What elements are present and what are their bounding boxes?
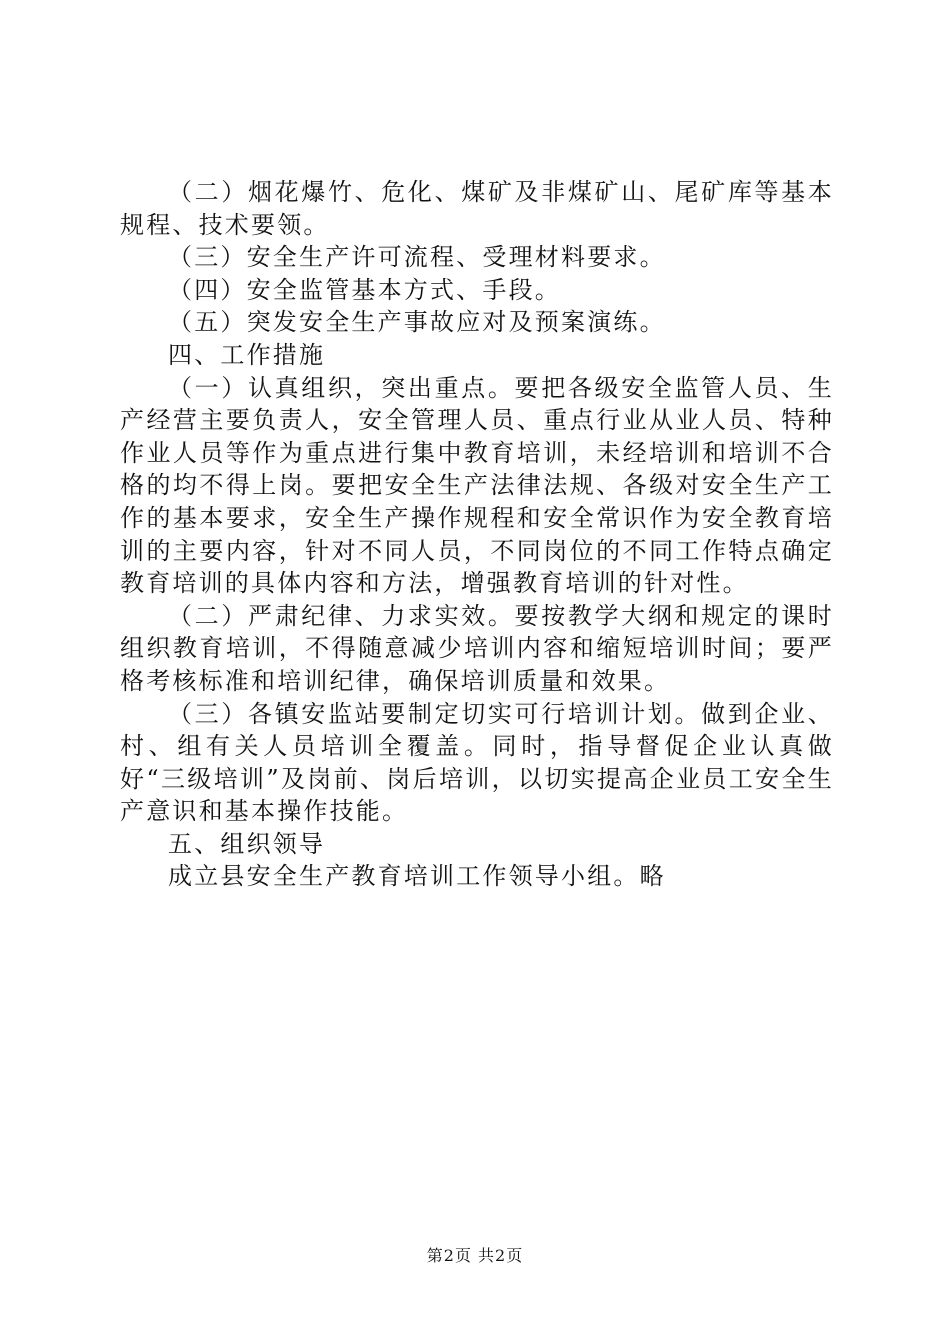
- paragraph-item-4-content: （四）安全监管基本方式、手段。: [168, 275, 561, 304]
- document-body: [120, 176, 834, 893]
- section-heading-measures: 四、工作措施: [168, 340, 326, 369]
- paragraph-measure-3: （三）各镇安监站要制定切实可行培训计划。做到企业、村、组有关人员培训全覆盖。同时，指导督促企业认真做好“三级培训”及岗前、岗后培训，以切实提高企业员工安全生产意识和基本操作技能。: [120, 699, 834, 826]
- page-number-footer: 第2页 共2页: [426, 1246, 524, 1265]
- paragraph-item-5-content: （五）突发安全生产事故应对及预案演练。: [168, 308, 666, 337]
- paragraph-measure-1: （一）认真组织，突出重点。要把各级安全监管人员、生产经营主要负责人，安全管理人员、重点行业从业人员、特种作业人员等作为重点进行集中教育培训，未经培训和培训不合格的均不得上岗。要把安全生产法律法规、各级对安全生产工作的基本要求，安全生产操作规程和安全常识作为安全教育培训的主要内容，针对不同人员，不同岗位的不同工作特点确定教育培训的具体内容和方法，增强教育培训的针对性。: [120, 373, 834, 598]
- section-heading-leadership: 五、组织领导: [168, 829, 326, 858]
- paragraph-item-3-content: （三）安全生产许可流程、受理材料要求。: [168, 243, 666, 272]
- paragraph-measure-2: （二）严肃纪律、力求实效。要按教学大纲和规定的课时组织教育培训，不得随意减少培训内容和缩短培训时间；要严格考核标准和培训纪律，确保培训质量和效果。: [120, 601, 834, 695]
- paragraph-leadership: 成立县安全生产教育培训工作领导小组。略: [168, 862, 666, 891]
- paragraph-item-2-content: （二）烟花爆竹、危化、煤矿及非煤矿山、尾矿库等基本规程、技术要领。: [120, 178, 834, 239]
